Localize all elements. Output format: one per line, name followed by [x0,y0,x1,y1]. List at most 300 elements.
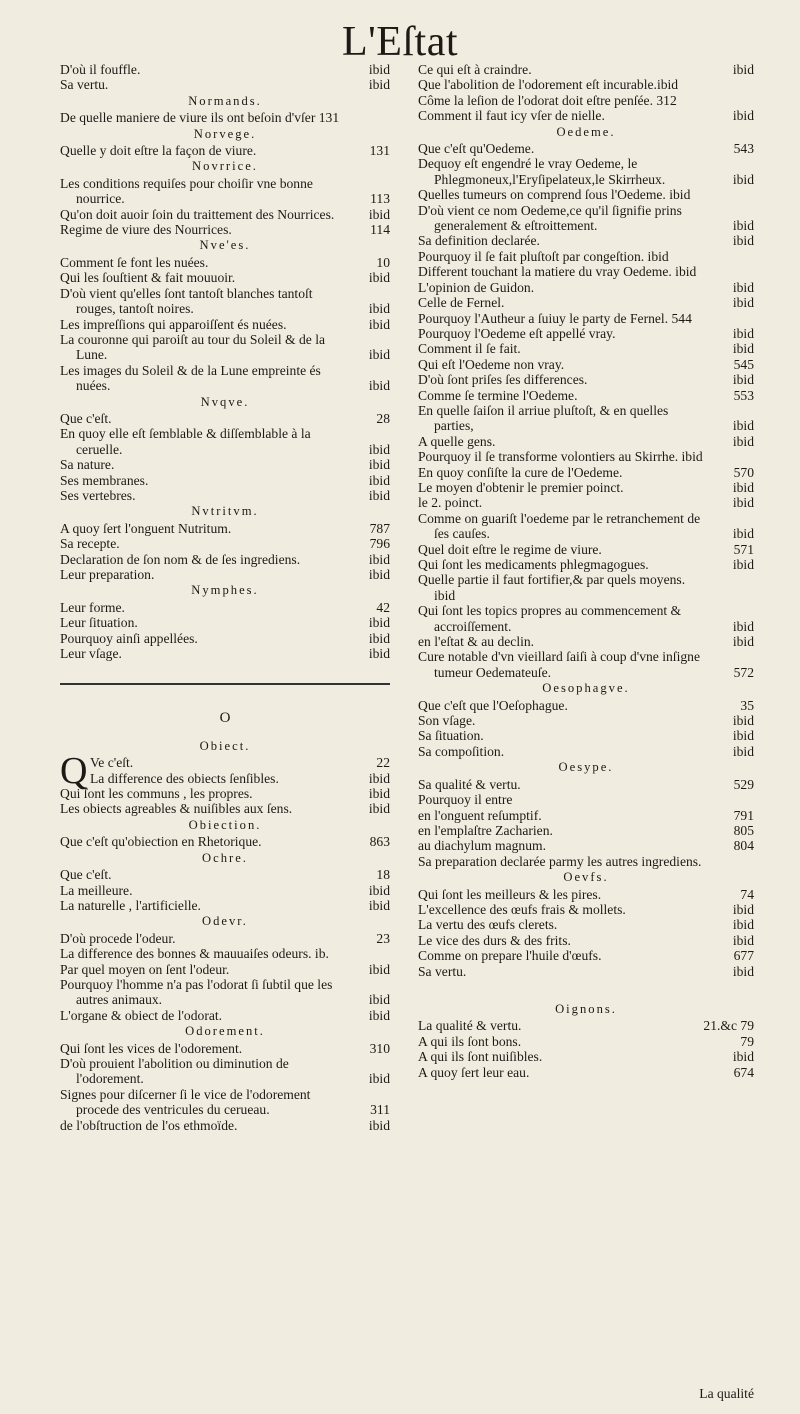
page-reference: ibid [368,992,390,1008]
entry-text: D'où vient qu'elles ſont tantoſt blanches tantoſt rouges, tantoſt noires. [60,285,313,317]
index-entry [418,141,754,156]
entry-text: Sa vertu. [60,77,109,93]
page-reference: 570 [733,464,754,480]
index-entry [418,249,754,264]
index-entry [60,255,390,270]
entry-text: D'où prouient l'abolition ou diminution de l'odorement. [60,1055,289,1087]
page-reference: 545 [733,356,754,372]
page-reference: ibid [368,1071,390,1087]
entry-text: Son vſage. [418,713,476,729]
page-reference: ibid [368,270,390,286]
index-entry [418,187,754,202]
page-reference: ibid [732,963,754,979]
entry-text: Qui eſt l'Oedeme non vray. [418,356,565,372]
page-reference: 677 [733,948,754,964]
entry-text: au diachylum magnum. [418,838,546,854]
index-entry [60,222,390,237]
entry-text: Les images du Soleil & de la Lune empreinte és nuées. [60,362,321,394]
index-entry [418,792,754,807]
index-entry [418,403,754,434]
page-reference: 310 [369,1040,390,1056]
page-reference: ibid [732,618,754,634]
index-entry [418,1049,754,1064]
index-entry [418,465,754,480]
entry-text: Comment ſe font les nuées. [60,254,209,270]
index-heading: Nvqve. [200,394,250,409]
entry-text: La naturelle , l'artificielle. [60,897,201,913]
index-entry [60,110,390,125]
index-entry [60,473,390,488]
page-reference: 787 [369,520,390,536]
index-heading: Novrrice. [192,159,258,174]
entry-text: L'excellence des œufs frais & mollets. [418,901,626,917]
entry-text: Quel doit eſtre le regime de viure. [418,541,602,557]
page-reference: 18 [376,867,390,883]
entry-text: Sa qualité & vertu. [418,776,521,792]
index-heading: Norvege. [193,126,257,141]
index-entry [60,457,390,472]
page-reference: ibid [368,457,390,473]
index-entry [418,93,754,108]
page-reference: 22 [376,755,390,771]
section-separator [60,683,390,685]
index-entry [418,902,754,917]
entry-text: A qui ils ſont bons. [418,1033,522,1049]
entry-text: Pourquoy ainſi appellées. [60,630,198,646]
page-reference: ibid [732,418,754,434]
entry-text: Leur vſage. [60,646,122,662]
entry-text: La difference des bonnes & mauuaiſes odeurs. ib. [60,946,329,962]
entry-text: Comme on guariſt l'oedeme par le retranchement de ſes cauſes. [418,510,701,542]
page-reference: ibid [368,646,390,662]
index-entry [418,887,754,902]
index-entry [418,634,754,649]
entry-text: La qualité & vertu. [418,1018,522,1034]
index-entry [60,786,390,801]
page-reference: ibid [732,279,754,295]
page-reference: 553 [733,387,754,403]
index-entry [418,480,754,495]
index-entry [418,311,754,326]
entry-text: Qui ſont les vices de l'odorement. [60,1040,243,1056]
page-reference: ibid [368,77,390,93]
entry-text: Regime de viure des Nourrices. [60,222,232,238]
index-entry [418,326,754,341]
page-reference: 674 [733,1064,754,1080]
entry-text: Sa recepte. [60,536,120,552]
page-reference: ibid [732,634,754,650]
entry-text: Pourquoy l'Autheur a ſuiuy le party de Fernel. 544 [418,310,692,326]
index-entry [418,341,754,356]
page-reference: ibid [732,557,754,572]
page-reference: ibid [368,786,390,802]
entry-text: Celle de Fernel. [418,295,505,311]
index-entry [60,600,390,615]
index-entry [418,964,754,979]
index-entry [418,280,754,295]
entry-text: Signes pour diſcerner ſi le vice de l'odorement procede des ventricules du cerueau. [60,1086,311,1118]
index-entry [60,1041,390,1056]
section-letter: O [219,710,231,727]
entry-text: en l'eſtat & au declin. [418,634,535,650]
entry-text: de l'obſtruction de l'os ethmoïde. [60,1117,238,1133]
entry-text: Ses vertebres. [60,487,136,503]
index-entry [418,434,754,449]
entry-text: en l'onguent reſumptif. [418,807,542,823]
entry-text: Qui ſont les communs , les propres. [60,786,253,802]
page-reference: ibid [368,567,390,582]
index-entry [418,838,754,853]
page-reference: ibid [732,932,754,948]
index-entry [60,488,390,503]
entry-text: Qu'on doit auoir ſoin du traittement des Nourrices. [60,206,335,222]
page-reference: 543 [733,141,754,157]
entry-text: A quoy ſert l'onguent Nutritum. [60,520,232,536]
index-heading: Oesype. [558,760,614,775]
index-heading: Oignons. [555,1001,617,1016]
index-heading: Odorement. [185,1024,265,1039]
entry-text: L'opinion de Guidon. [418,279,535,295]
index-entry [418,649,754,680]
index-entry [60,898,390,913]
left-bottom-entries [60,786,390,1133]
entry-text: Qui ſont les medicaments phlegmagogues. [418,557,649,572]
entry-text: La difference des obiects ſenſibles. [90,770,279,786]
entry-text: Comment il ſe fait. [418,341,521,357]
entry-text: Sa vertu. [418,963,467,979]
page-reference: ibid [368,206,390,222]
dropcap-block [60,750,390,793]
entry-text: le 2. poinct. [418,495,483,511]
page-reference: 113 [370,191,390,207]
page-reference: 28 [376,410,390,426]
page-reference: 529 [733,776,754,792]
index-entry [418,264,754,279]
page-reference: ibid [368,961,390,977]
entry-text: Ses membranes. [60,472,149,488]
page-reference: ibid [368,630,390,646]
entry-text: Que c'eſt. [60,410,112,426]
index-entry [60,521,390,536]
index-heading: Nymphes. [191,583,259,598]
page-reference: ibid [368,615,390,631]
page-reference: 571 [733,541,754,557]
page-reference: ibid [368,770,390,786]
index-entry [60,946,390,961]
entry-text: Quelle partie il faut fortifier,& par quels moyens. ibid [418,572,686,603]
index-entry [418,777,754,792]
page-reference: 796 [369,536,390,552]
entry-text: Qui ſont les topics propres au commencement & accroiſſement. [418,603,682,634]
page-reference: 79 [740,1033,754,1049]
page-reference: ibid [368,316,390,332]
page-reference: ibid [732,325,754,341]
page-reference: ibid [732,743,754,759]
page-reference: 114 [370,222,390,238]
entry-text: Que l'abolition de l'odorement eſt incurable.ibid [418,77,679,93]
index-entry [60,286,390,317]
index-entry [418,603,754,634]
index-entry [60,270,390,285]
index-entry [418,203,754,234]
entry-text: Que c'eſt qu'obiection en Rhetorique. [60,834,262,850]
index-entry [60,755,390,770]
index-entry [418,572,754,603]
entry-text: La meilleure. [60,882,133,898]
entry-text: L'organe & obiect de l'odorat. [60,1007,223,1023]
index-entry [418,854,754,869]
entry-text: Sa ſituation. [418,728,484,744]
page-reference: ibid [732,713,754,729]
entry-text: Comme ſe termine l'Oedeme. [418,387,578,403]
index-entry [60,1118,390,1133]
index-entry [418,233,754,248]
index-heading: Nve'es. [199,238,251,253]
index-entry [60,631,390,646]
page-reference: ibid [732,233,754,249]
entry-text: Leur preparation. [60,567,155,582]
index-column-right [418,62,754,1080]
index-entry [60,426,390,457]
index-entry [60,62,390,77]
index-heading: Odevr. [202,914,248,929]
page-reference: 311 [370,1102,390,1118]
page-reference: ibid [732,108,754,124]
index-entry [60,883,390,898]
entry-text: Que c'eſt. [60,867,112,883]
entry-text: Comment il faut icy vſer de nielle. [418,108,605,124]
index-entry [418,728,754,743]
index-entry [418,449,754,464]
page-reference: ibid [732,901,754,917]
entry-text: Les conditions requiſes pour choiſir vne bonne nourrice. [60,175,313,207]
index-entry [418,295,754,310]
page-reference: ibid [732,62,754,77]
index-entry [60,567,390,582]
entry-text: Pourquoy l'Oedeme eſt appellé vray. [418,325,616,341]
index-entry [418,917,754,932]
entry-text: Le moyen d'obtenir le premier poinct. [418,479,624,495]
index-entry [60,411,390,426]
index-entry [60,977,390,1008]
entry-text: en l'emplaſtre Zacharien. [418,822,553,838]
entry-text: D'où procede l'odeur. [60,930,176,946]
entry-text: Pourquoy il entre [418,792,513,808]
index-entry [60,332,390,363]
entry-text: Pourquoy il ſe transforme volontiers au Skirrhe. ibid [418,449,703,465]
entry-text: Les obiects agreables & nuiſibles aux ſens. [60,801,293,817]
index-entry [60,363,390,394]
index-entry [60,317,390,332]
catchword: La qualité [699,1386,754,1401]
section-heading: Obiect. [199,738,251,753]
entry-text: Les impreſſions qui apparoiſſent és nuées. [60,316,287,332]
index-entry [418,511,754,542]
entry-text: Pourquoy il ſe fait pluſtoſt par congeſtion. ibid [418,248,669,264]
entry-text: La couronne qui paroiſt au tour du Soleil & de la Lune. [60,331,326,363]
page-reference: ibid [368,472,390,488]
index-entry [60,1056,390,1087]
left-top-entries [60,62,390,661]
index-entry [418,1018,754,1033]
index-entry [418,542,754,557]
index-entry [418,808,754,823]
page-reference: ibid [732,526,754,542]
entry-text: En quelle ſaiſon il arriue pluſtoſt, & en quelles parties, [418,402,669,434]
entry-text: Sa preparation declarée parmy les autres ingrediens. [418,853,702,869]
entry-text: Sa definition declarée. [418,233,540,249]
page-reference: ibid [732,218,754,234]
page-reference: ibid [732,728,754,744]
page-reference: ibid [368,897,390,913]
page-reference: 23 [376,930,390,946]
entry-text: Leur forme. [60,599,125,615]
entry-text: D'où ſont priſes ſes differences. [418,372,588,388]
index-entry [60,143,390,158]
index-entry [418,933,754,948]
page-reference: ibid [732,433,754,449]
entry-text: Sa nature. [60,457,115,473]
entry-text: Que c'eſt que l'Oeſophague. [418,697,568,713]
page-reference: 805 [733,822,754,838]
index-entry [418,744,754,759]
entry-text: Quelles tumeurs on comprend ſous l'Oedeme. ibid [418,187,691,203]
page-reference: 35 [740,697,754,713]
index-entry [60,77,390,92]
entry-text: Qui ſont les meilleurs & les pires. [418,886,602,902]
entry-text: En quoy elle eſt ſemblable & diſſemblable à la ceruelle. [60,426,311,457]
page-reference: ibid [732,372,754,388]
page-reference: 10 [376,254,390,270]
page-reference: ibid [368,301,390,317]
page-reference: 21.&c 79 [703,1018,754,1034]
entry-text: Cure notable d'vn vieillard ſaiſi à coup d'vne inſigne tumeur Oedemateuſe. [418,649,700,680]
index-entry [418,948,754,963]
index-entry [60,176,390,207]
index-entry [60,615,390,630]
index-entry [418,557,754,572]
index-heading: Nvtritvm. [191,504,259,519]
entry-text: Pourquoy l'homme n'a pas l'odorat ſi ſubtil que les autres animaux. [60,976,333,1008]
page-reference: ibid [732,479,754,495]
index-entry [60,801,390,816]
drop-cap: Q [60,750,88,793]
index-entry [418,62,754,77]
index-heading: Oedeme. [556,124,616,139]
page-reference: ibid [368,1007,390,1023]
page-reference: ibid [732,917,754,933]
entry-text: Ve c'eſt. [90,755,134,771]
page-reference: ibid [368,1117,390,1133]
index-entry [418,372,754,387]
entry-text: Different touchant la matiere du vray Oedeme. ibid [418,264,697,280]
page-reference: ibid [368,347,390,363]
index-entry [60,867,390,882]
entry-text: La vertu des œufs clerets. [418,917,558,933]
page-reference: ibid [732,341,754,357]
index-entry [418,357,754,372]
entry-text: Dequoy eſt engendré le vray Oedeme, le Phlegmoneux,l'Eryſipelateux,le Skirrheux. [418,156,666,187]
entry-text: D'où vient ce nom Oedeme,ce qu'il ſignifie prins generalement & eſtroittement. [418,202,682,234]
entry-text: En quoy conſiſte la cure de l'Oedeme. [418,464,623,480]
entry-text: Sa compoſition. [418,743,505,759]
page-reference: ibid [368,441,390,457]
page-reference: 791 [733,807,754,823]
spacer [418,979,754,1001]
index-entry [60,834,390,849]
page-reference: 863 [369,834,390,850]
entry-text: Ce qui eſt à craindre. [418,62,532,77]
entry-text: Par quel moyen on ſent l'odeur. [60,961,230,977]
page-reference: ibid [732,495,754,511]
entry-text: Le vice des durs & des frits. [418,932,571,948]
page-reference: ibid [732,171,754,187]
entry-text: Leur ſituation. [60,615,138,631]
entry-text: Declaration de ſon nom & de ſes ingrediens. [60,551,301,567]
entry-text: A quelle gens. [418,433,496,449]
page-reference: ibid [368,801,390,817]
index-entry [418,713,754,728]
index-entry [418,495,754,510]
page-reference: ibid [732,1049,754,1065]
page-reference: ibid [368,551,390,567]
index-heading: Oevfs. [563,870,609,885]
page-reference: 74 [740,886,754,902]
page-reference: 131 [369,143,390,159]
entry-text: Qui les ſouſtient & fait mouuoir. [60,270,236,286]
index-entry [60,552,390,567]
index-heading: Obiection. [188,817,262,832]
index-entry [60,207,390,222]
index-entry [418,388,754,403]
index-entry [418,156,754,187]
page-reference: 42 [376,599,390,615]
page-reference: ibid [732,295,754,311]
page-reference: ibid [368,62,390,77]
index-entry [60,962,390,977]
right-entries [418,62,754,1080]
index-heading: Ochre. [202,850,248,865]
index-entry [60,771,390,786]
entry-text: D'où il fouffle. [60,62,141,77]
entry-text: A quoy ſert leur eau. [418,1064,530,1080]
page-reference: ibid [368,487,390,503]
index-heading: Normands. [188,93,262,108]
index-entry [418,1065,754,1080]
entry-text: Côme la leſion de l'odorat doit eſtre penſée. 312 [418,92,677,108]
index-entry [418,108,754,123]
index-entry [60,646,390,661]
index-entry [60,931,390,946]
index-entry [60,1008,390,1023]
index-entry [418,1034,754,1049]
page-title: L'Eſtat [341,19,459,65]
page-reference: ibid [368,378,390,394]
entry-text: A qui ils ſont nuiſibles. [418,1049,543,1065]
index-entry [60,536,390,551]
index-entry [418,698,754,713]
page-reference: ibid [368,882,390,898]
page-reference: 572 [733,664,754,680]
dropcap-lines [60,750,390,793]
index-heading: Oesophagve. [542,681,630,696]
index-entry [418,77,754,92]
index-column-left [60,62,390,1133]
entry-text: De quelle maniere de viure ils ont beſoin d'vſer 131 [60,110,340,126]
entry-text: Que c'eſt qu'Oedeme. [418,141,535,157]
page-reference: 804 [733,838,754,854]
index-entry [60,1087,390,1118]
